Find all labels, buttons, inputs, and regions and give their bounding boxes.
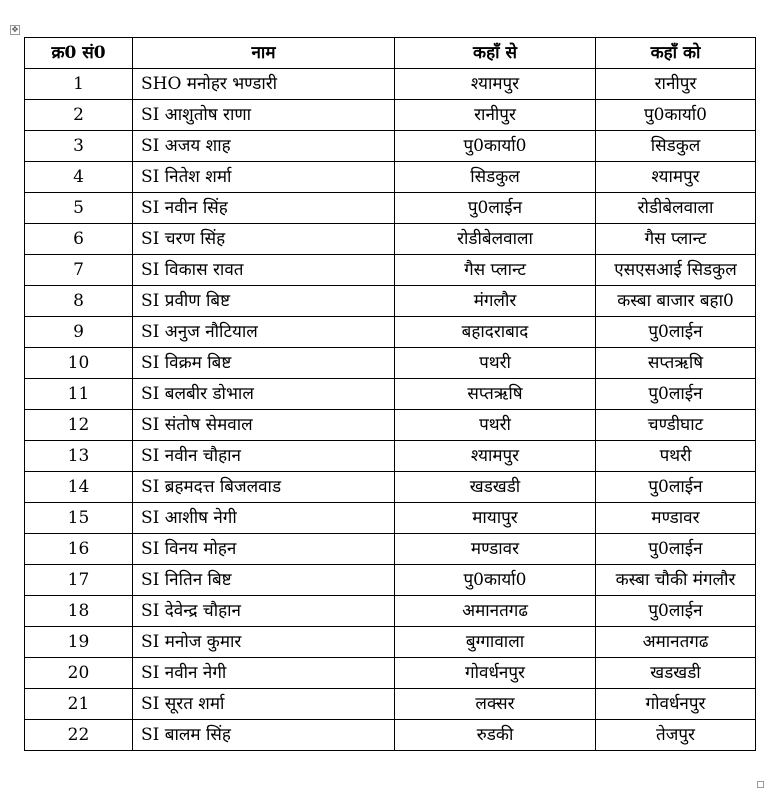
cell-to: चण्डीघाट (596, 410, 756, 441)
cell-serial-number: 7 (25, 255, 133, 286)
cell-from: बुग्गावाला (395, 627, 596, 658)
cell-serial-number: 9 (25, 317, 133, 348)
cell-serial-number: 4 (25, 162, 133, 193)
cell-to: श्यामपुर (596, 162, 756, 193)
cell-to: पु0लाईन (596, 379, 756, 410)
table-row (25, 627, 756, 658)
cell-name: SI विक्रम बिष्ट (133, 348, 395, 379)
cell-to: सिडकुल (596, 131, 756, 162)
cell-to: गोवर्धनपुर (596, 689, 756, 720)
header-name: नाम (133, 38, 395, 69)
table-resize-handle[interactable] (757, 781, 764, 788)
cell-to: पु0लाईन (596, 317, 756, 348)
cell-name: SI विनय मोहन (133, 534, 395, 565)
cell-to: पु0कार्या0 (596, 100, 756, 131)
table-row (25, 410, 756, 441)
cell-name: SI आशुतोष राणा (133, 100, 395, 131)
cell-name: SI नवीन सिंह (133, 193, 395, 224)
table-row (25, 348, 756, 379)
cell-name: SI नितेश शर्मा (133, 162, 395, 193)
cell-to: पथरी (596, 441, 756, 472)
table-row (25, 69, 756, 100)
cell-to: कस्बा चौकी मंगलौर (596, 565, 756, 596)
cell-from: बहादराबाद (395, 317, 596, 348)
cell-from: रानीपुर (395, 100, 596, 131)
table-row (25, 689, 756, 720)
table-row (25, 720, 756, 751)
table-row (25, 534, 756, 565)
cell-from: गैस प्लान्ट (395, 255, 596, 286)
cell-serial-number: 14 (25, 472, 133, 503)
cell-serial-number: 2 (25, 100, 133, 131)
cell-to: मण्डावर (596, 503, 756, 534)
cell-to: कस्बा बाजार बहा0 (596, 286, 756, 317)
header-from: कहाँ से (395, 38, 596, 69)
cell-serial-number: 15 (25, 503, 133, 534)
cell-from: पथरी (395, 348, 596, 379)
table-row (25, 131, 756, 162)
table-header-row (25, 38, 756, 69)
cell-from: लक्सर (395, 689, 596, 720)
transfer-table (24, 37, 756, 751)
table-row (25, 224, 756, 255)
cell-serial-number: 18 (25, 596, 133, 627)
header-serial-number: क्र0 सं0 (25, 38, 133, 69)
cell-serial-number: 1 (25, 69, 133, 100)
table-row (25, 286, 756, 317)
cell-from: मायापुर (395, 503, 596, 534)
cell-to: पु0लाईन (596, 472, 756, 503)
cell-name: SI नवीन चौहान (133, 441, 395, 472)
cell-name: SHO मनोहर भण्डारी (133, 69, 395, 100)
table-row (25, 317, 756, 348)
cell-name: SI देवेन्द्र चौहान (133, 596, 395, 627)
cell-serial-number: 20 (25, 658, 133, 689)
cell-name: SI बलबीर डोभाल (133, 379, 395, 410)
table-row (25, 472, 756, 503)
cell-serial-number: 5 (25, 193, 133, 224)
cell-to: खडखडी (596, 658, 756, 689)
cell-serial-number: 16 (25, 534, 133, 565)
cell-to: पु0लाईन (596, 534, 756, 565)
cell-name: SI नवीन नेगी (133, 658, 395, 689)
cell-from: सिडकुल (395, 162, 596, 193)
cell-serial-number: 17 (25, 565, 133, 596)
cell-name: SI ब्रहमदत्त बिजलवाड (133, 472, 395, 503)
cell-from: अमानतगढ (395, 596, 596, 627)
cell-to: अमानतगढ (596, 627, 756, 658)
cell-to: रोडीबेलवाला (596, 193, 756, 224)
cell-from: रुडकी (395, 720, 596, 751)
cell-name: SI अजय शाह (133, 131, 395, 162)
cell-from: पथरी (395, 410, 596, 441)
cell-name: SI मनोज कुमार (133, 627, 395, 658)
cell-to: तेजपुर (596, 720, 756, 751)
cell-from: पु0कार्या0 (395, 565, 596, 596)
cell-serial-number: 8 (25, 286, 133, 317)
cell-name: SI सूरत शर्मा (133, 689, 395, 720)
cell-from: मण्डावर (395, 534, 596, 565)
table-row (25, 255, 756, 286)
cell-from: खडखडी (395, 472, 596, 503)
cell-serial-number: 3 (25, 131, 133, 162)
cell-name: SI प्रवीण बिष्ट (133, 286, 395, 317)
cell-serial-number: 12 (25, 410, 133, 441)
cell-name: SI चरण सिंह (133, 224, 395, 255)
cell-serial-number: 19 (25, 627, 133, 658)
cell-name: SI विकास रावत (133, 255, 395, 286)
table-row (25, 658, 756, 689)
table-body (25, 69, 756, 751)
cell-name: SI बालम सिंह (133, 720, 395, 751)
cell-from: गोवर्धनपुर (395, 658, 596, 689)
cell-from: श्यामपुर (395, 69, 596, 100)
header-to: कहाँ को (596, 38, 756, 69)
cell-serial-number: 13 (25, 441, 133, 472)
cell-from: मंगलौर (395, 286, 596, 317)
cell-name: SI अनुज नौटियाल (133, 317, 395, 348)
cell-name: SI नितिन बिष्ट (133, 565, 395, 596)
table-row (25, 503, 756, 534)
cell-from: श्यामपुर (395, 441, 596, 472)
table-row (25, 100, 756, 131)
cell-serial-number: 21 (25, 689, 133, 720)
cell-name: SI आशीष नेगी (133, 503, 395, 534)
cell-serial-number: 11 (25, 379, 133, 410)
cell-serial-number: 22 (25, 720, 133, 751)
cell-from: पु0लाईन (395, 193, 596, 224)
cell-to: रानीपुर (596, 69, 756, 100)
cell-to: सप्तऋषि (596, 348, 756, 379)
table-row (25, 565, 756, 596)
table-row (25, 596, 756, 627)
cell-to: एसएसआई सिडकुल (596, 255, 756, 286)
table-row (25, 379, 756, 410)
cell-from: सप्तऋषि (395, 379, 596, 410)
cell-to: गैस प्लान्ट (596, 224, 756, 255)
cell-from: रोडीबेलवाला (395, 224, 596, 255)
cell-serial-number: 10 (25, 348, 133, 379)
cell-serial-number: 6 (25, 224, 133, 255)
table-row (25, 162, 756, 193)
cell-to: पु0लाईन (596, 596, 756, 627)
table-row (25, 441, 756, 472)
table-row (25, 193, 756, 224)
cell-from: पु0कार्या0 (395, 131, 596, 162)
table-move-handle-icon[interactable]: ✥ (11, 25, 19, 34)
cell-name: SI संतोष सेमवाल (133, 410, 395, 441)
